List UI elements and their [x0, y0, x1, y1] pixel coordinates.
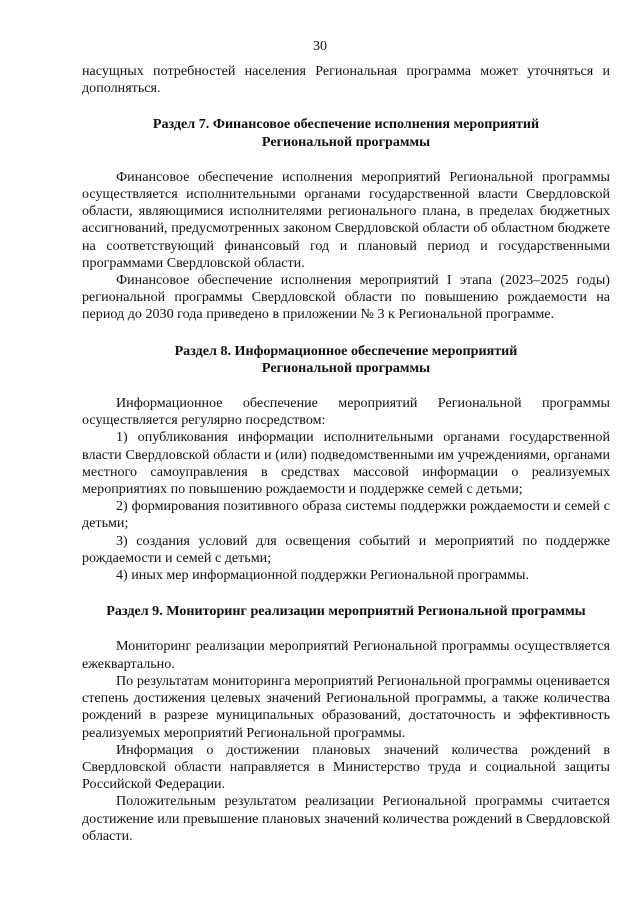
section-8-heading [82, 343, 610, 377]
section-8-title-line1: Раздел 8. Информационное обеспечение мероприятий [174, 342, 518, 359]
section-8-list-item-2: 2) формирования позитивного образа системы поддержки рождаемости и семей с детьми; [82, 498, 610, 532]
page-number: 30 [313, 39, 327, 54]
section-7-heading [82, 116, 610, 150]
section-9-paragraph-4: Положительным результатом реализации Региональной программы считается достижение или превышение плановых значений количества рождений в Свердловской области. [82, 793, 610, 844]
section-7-title-line2: Региональной программы [261, 133, 431, 150]
section-8-paragraph-1: Информационное обеспечение мероприятий Региональной программы осуществляется регулярно посредством: [82, 395, 610, 429]
section-8-list-item-3: 3) создания условий для освещения событий и мероприятий по поддержке рождаемости и семей с детьми; [82, 532, 610, 566]
section-8-title-line2: Региональной программы [261, 359, 431, 376]
document-body [82, 63, 610, 845]
section-7-title-line1: Раздел 7. Финансовое обеспечение исполнения мероприятий [152, 116, 540, 133]
section-9-paragraph-1: Мониторинг реализации мероприятий Региональной программы осуществляется ежеквартально. [82, 638, 610, 672]
section-9-heading: Раздел 9. Мониторинг реализации мероприятий Региональной программы [106, 603, 586, 620]
intro-paragraph-tail: насущных потребностей населения Региональная программа может уточняться и дополняться. [82, 63, 610, 97]
section-8-list-item-1: 1) опубликования информации исполнительными органами государственной власти Свердловской области и (или) подведомственными им учреждениями, органами местного самоуправления в средствах массовой информации о реализуемых мероприятиях по повышению рождаемости и поддержке семей с детьми; [82, 429, 610, 498]
section-8-list-item-4: 4) иных мер информационной поддержки Региональной программы. [116, 567, 529, 584]
section-7-paragraph-2: Финансовое обеспечение исполнения мероприятий I этапа (2023–2025 годы) региональной программы Свердловской области по повышению рождаемости на период до 2030 года приведено в приложении № 3 к Региональной программе. [82, 272, 610, 323]
section-7-paragraph-1: Финансовое обеспечение исполнения мероприятий Региональной программы осуществляется исполнительными органами государственной власти Свердловской области, являющимися исполнителями регионального плана, в пределах бюджетных ассигнований, предусмотренных законом Свердловской области об областном бюджете на соответствующий финансовый год и плановый период и государственными программами Свердловской области. [82, 168, 610, 271]
section-9-paragraph-3: Информация о достижении плановых значений количества рождений в Свердловской области направляется в Министерство труда и социальной защиты Российской Федерации. [82, 741, 610, 793]
section-9-paragraph-2: По результатам мониторинга мероприятий Региональной программы оценивается степень достижения целевых значений Региональной программы, а также количества рождений в разрезе муниципальных образований, достаточность и эффективность реализуемых мероприятий Региональной программы. [82, 672, 610, 741]
